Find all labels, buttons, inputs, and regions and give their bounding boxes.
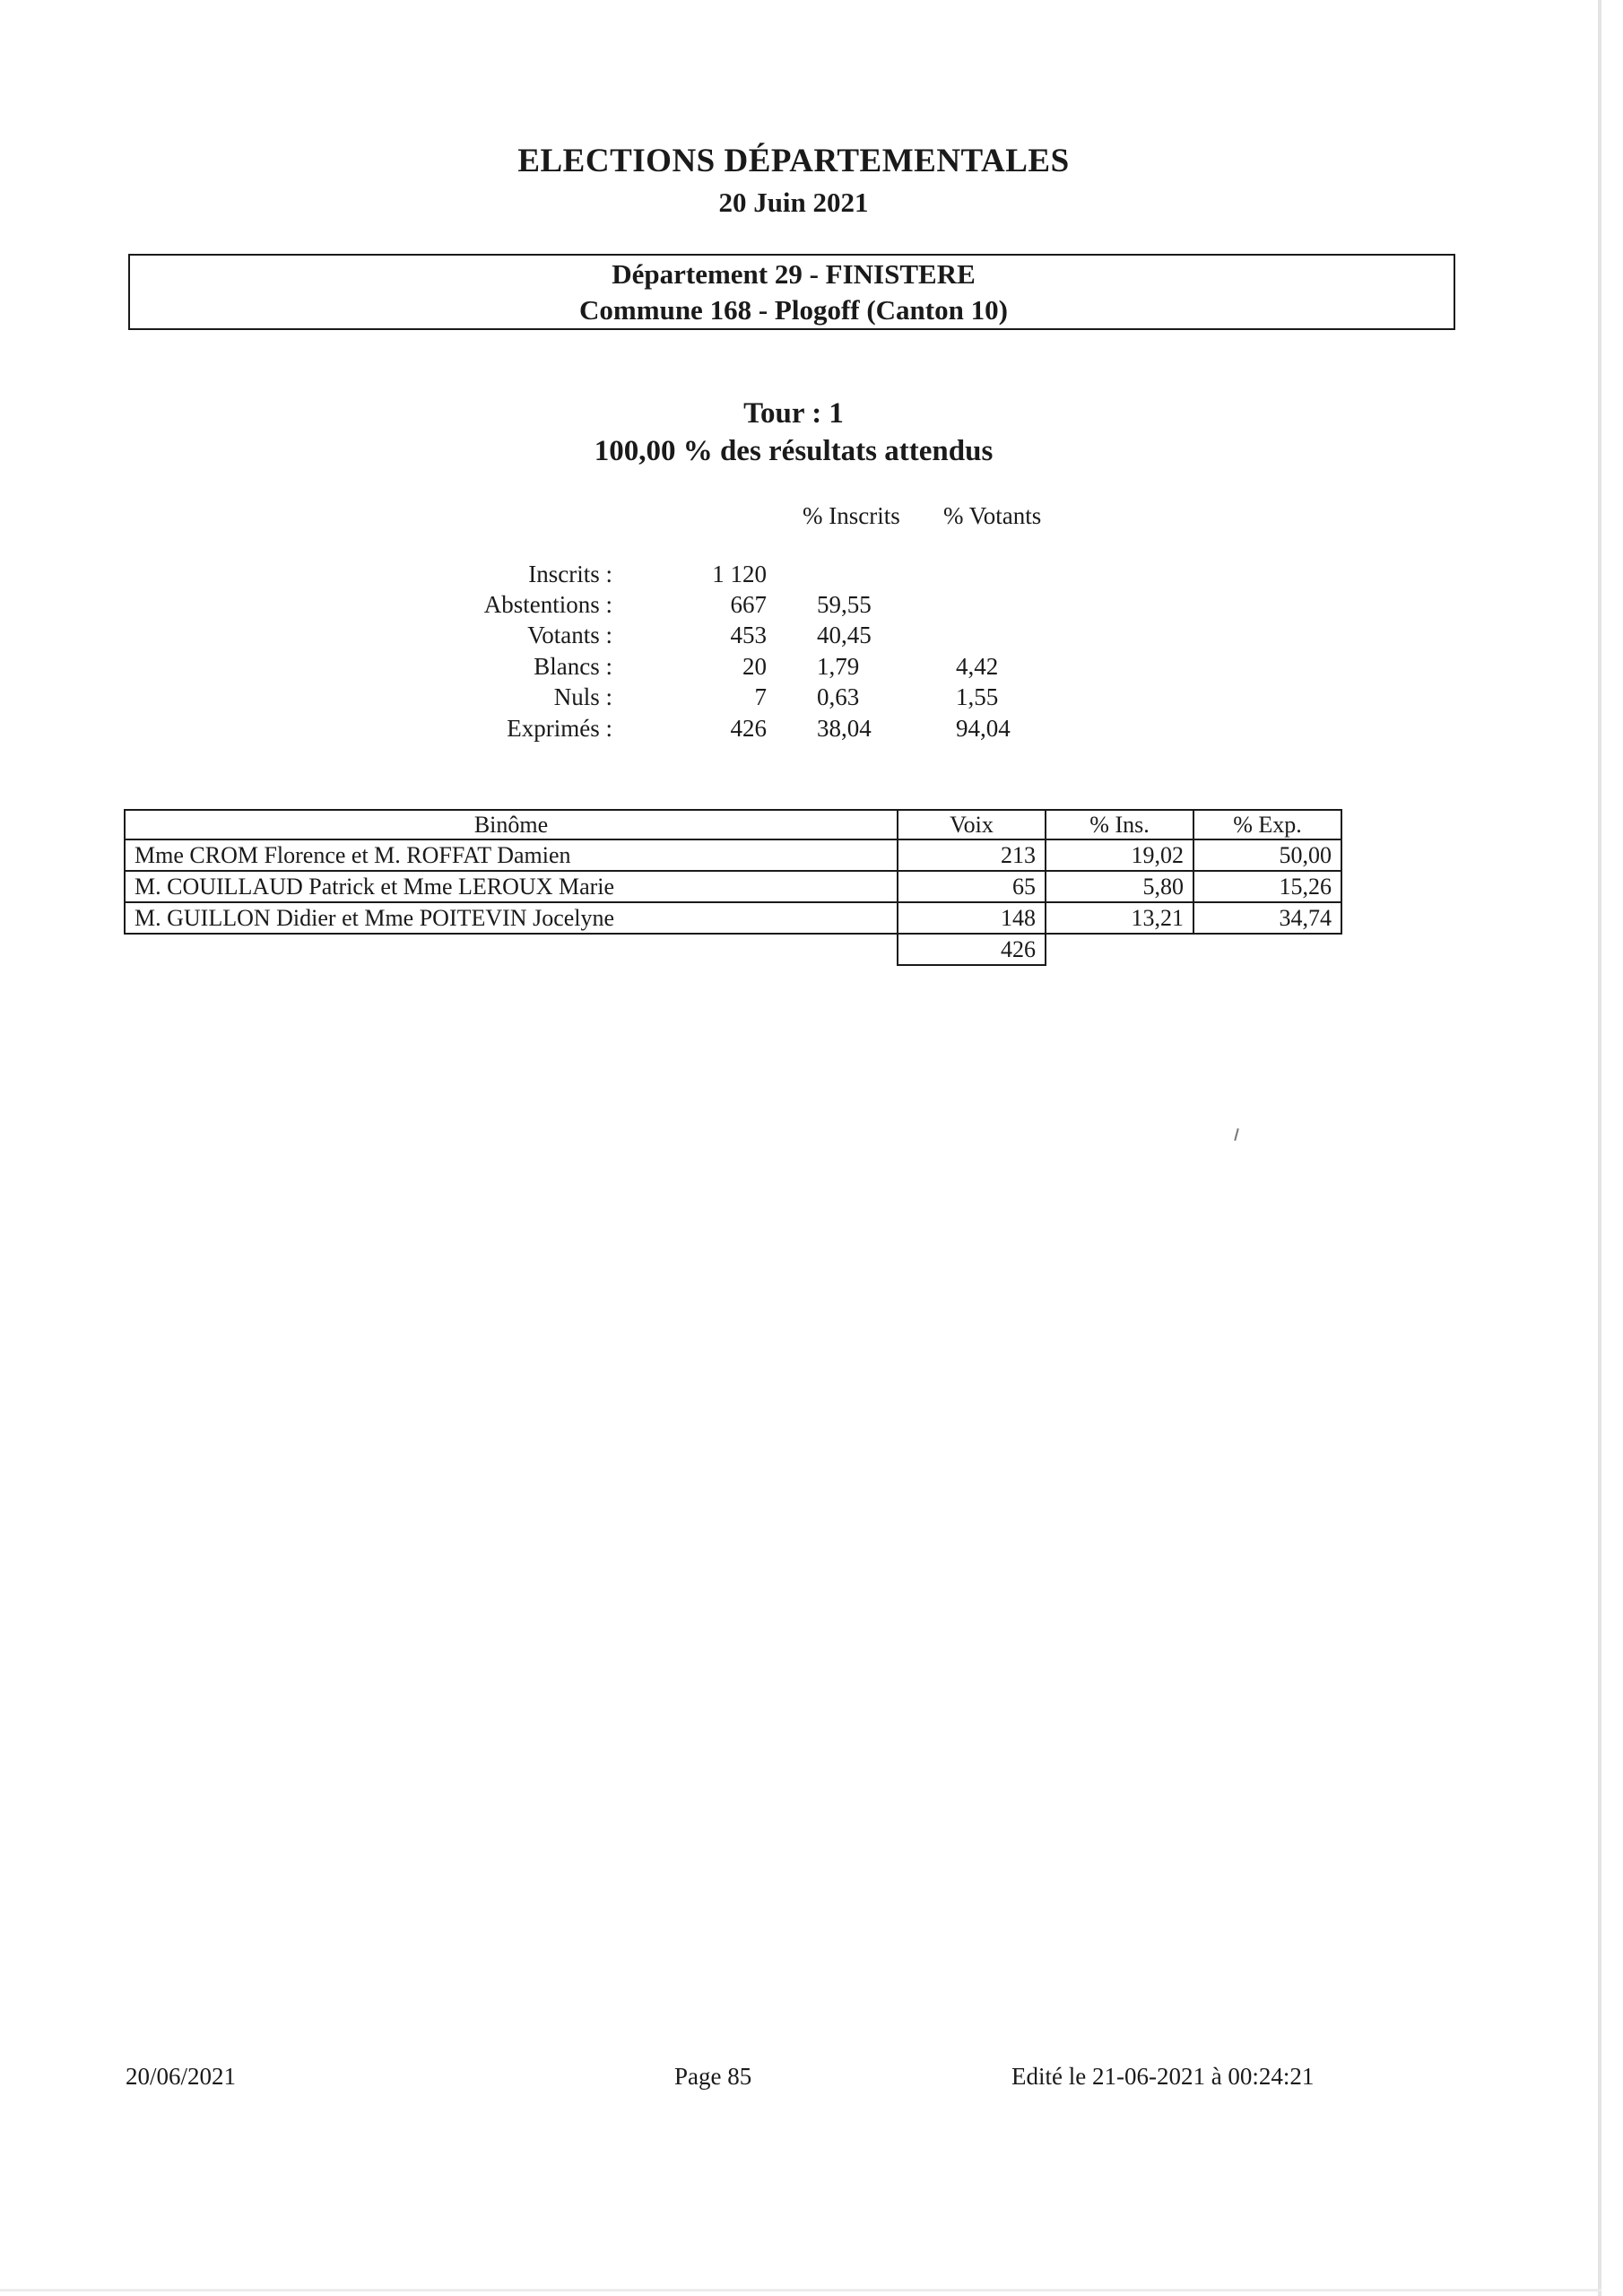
pct-ins-cell: 19,02 [1046, 839, 1193, 871]
footer-page-number: Page 85 [674, 2063, 752, 2090]
stat-pct-inscrits: 0,63 [817, 683, 860, 710]
stat-label: Abstentions : [483, 591, 612, 618]
stat-label: Votants : [527, 622, 612, 648]
table-row [125, 902, 1341, 934]
pct-ins-cell: 5,80 [1046, 871, 1193, 902]
stat-value: 667 [730, 591, 767, 618]
col-header-pct-votants: % Votants [943, 502, 1042, 529]
pct-exp-cell: 34,74 [1193, 902, 1341, 934]
header-pct-exp: % Exp. [1193, 810, 1341, 839]
department-label: Département 29 - FINISTERE [612, 258, 976, 290]
header-voix: Voix [898, 810, 1046, 839]
stat-pct-votants: 4,42 [956, 653, 999, 680]
stat-value: 7 [754, 683, 767, 710]
stat-value: 20 [742, 653, 767, 680]
empty-cell [1193, 934, 1341, 965]
pct-ins-cell: 13,21 [1046, 902, 1193, 934]
document-title: ELECTIONS DÉPARTEMENTALES [517, 143, 1070, 179]
stat-row-exprimes [0, 715, 1587, 745]
stat-pct-votants: 94,04 [956, 715, 1011, 742]
stat-pct-inscrits: 40,45 [817, 622, 872, 648]
stat-row-votants [0, 622, 1587, 652]
empty-cell [1046, 934, 1193, 965]
stat-label: Inscrits : [528, 561, 612, 587]
page-edge [1598, 0, 1601, 2296]
election-date: 20 Juin 2021 [718, 187, 869, 218]
binome-name: M. GUILLON Didier et Mme POITEVIN Jocelyne [125, 902, 898, 934]
stat-pct-inscrits: 38,04 [817, 715, 872, 742]
tour-label: Tour : 1 [743, 397, 844, 430]
voix-cell: 213 [898, 839, 1046, 871]
col-header-pct-inscrits: % Inscrits [803, 502, 900, 529]
stat-label: Blancs : [534, 653, 612, 680]
binome-name: Mme CROM Florence et M. ROFFAT Damien [125, 839, 898, 871]
scan-mark [1234, 1128, 1239, 1141]
footer-edited-timestamp: Edité le 21-06-2021 à 00:24:21 [1011, 2063, 1315, 2090]
footer-date: 20/06/2021 [126, 2063, 237, 2090]
results-table [124, 809, 1342, 966]
voix-cell: 65 [898, 871, 1046, 902]
stat-value: 1 120 [712, 561, 767, 587]
stat-value: 453 [730, 622, 767, 648]
table-row [125, 871, 1341, 902]
table-row [125, 839, 1341, 871]
total-voix-cell: 426 [898, 934, 1046, 965]
header-binome: Binôme [125, 810, 898, 839]
stat-pct-inscrits: 1,79 [817, 653, 860, 680]
stat-row-nuls [0, 683, 1587, 714]
stat-pct-votants: 1,55 [956, 683, 999, 710]
stat-label: Exprimés : [507, 715, 612, 742]
table-header-row [125, 810, 1341, 839]
voix-cell: 148 [898, 902, 1046, 934]
empty-cell [125, 934, 898, 965]
stat-row-abstentions [0, 591, 1587, 622]
results-expected-label: 100,00 % des résultats attendus [594, 435, 994, 467]
commune-label: Commune 168 - Plogoff (Canton 10) [579, 294, 1008, 326]
stat-row-inscrits [0, 561, 1587, 591]
table-total-row [125, 934, 1341, 965]
stat-pct-inscrits: 59,55 [817, 591, 872, 618]
pct-exp-cell: 15,26 [1193, 871, 1341, 902]
binome-name: M. COUILLAUD Patrick et Mme LEROUX Marie [125, 871, 898, 902]
page-bottom-edge [0, 2289, 1601, 2292]
stat-label: Nuls : [553, 683, 612, 710]
header-pct-ins: % Ins. [1046, 810, 1193, 839]
pct-exp-cell: 50,00 [1193, 839, 1341, 871]
stat-row-blancs [0, 653, 1587, 683]
stat-value: 426 [730, 715, 767, 742]
